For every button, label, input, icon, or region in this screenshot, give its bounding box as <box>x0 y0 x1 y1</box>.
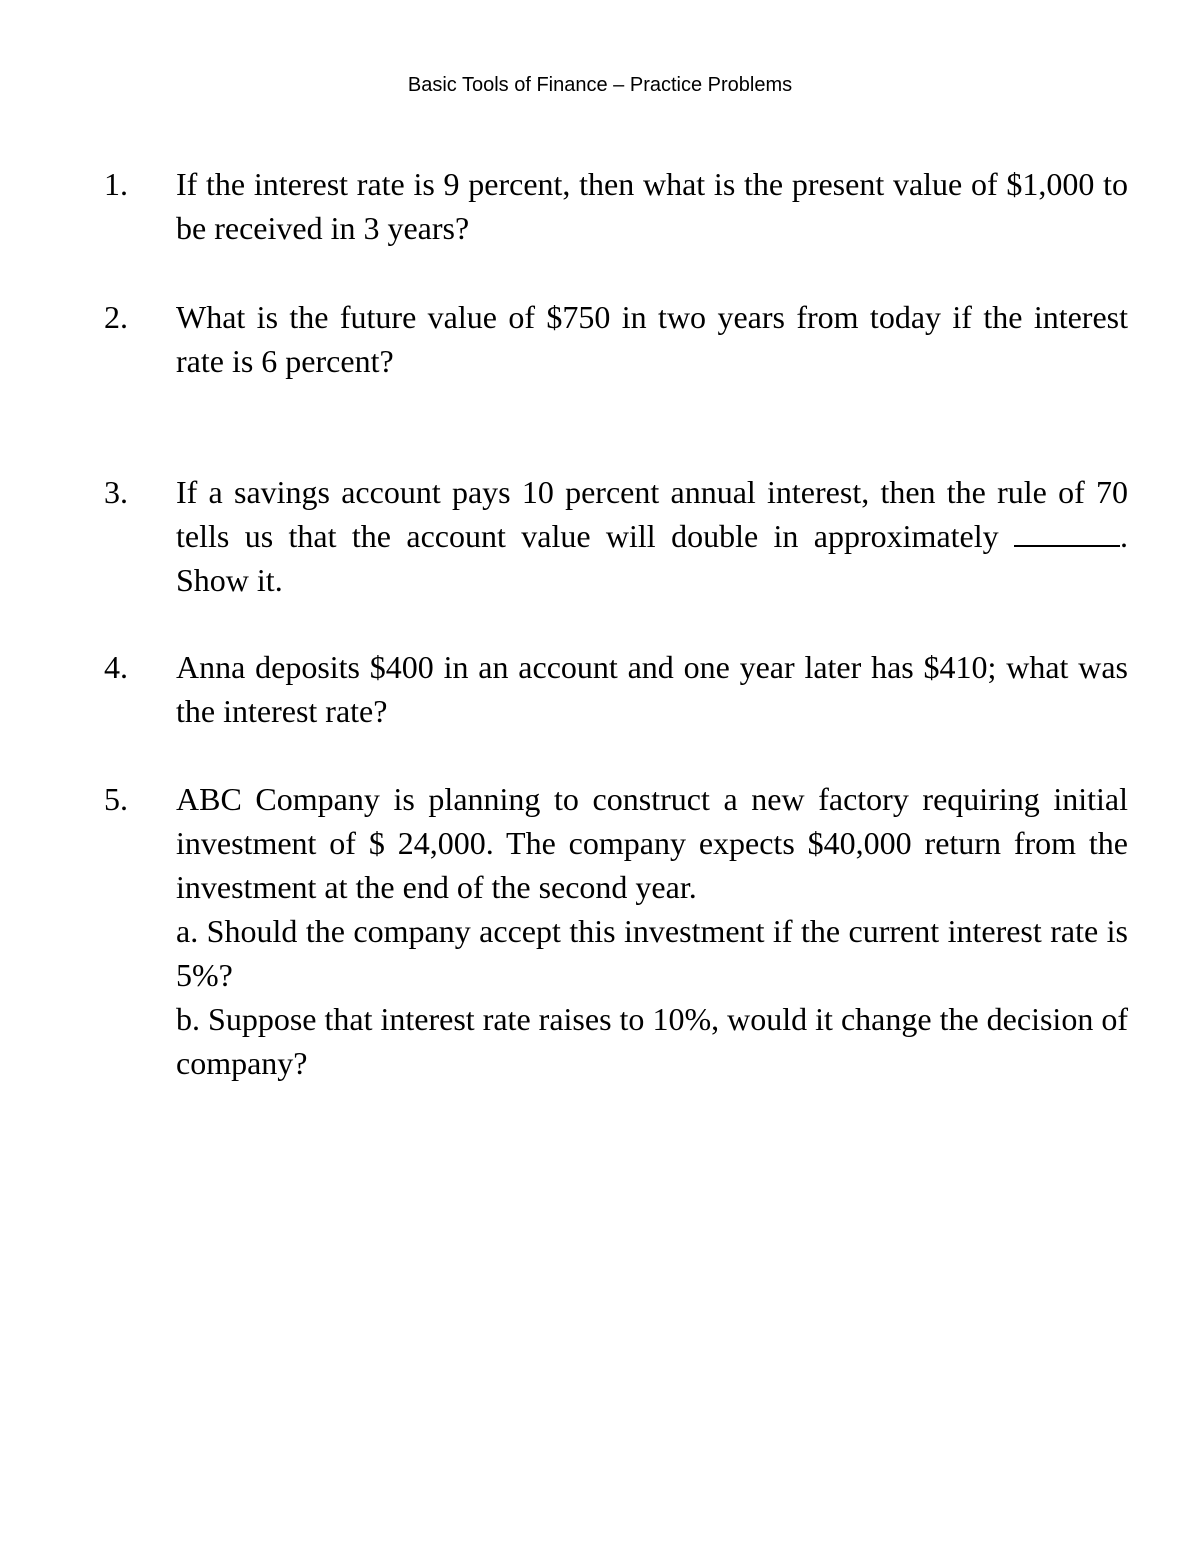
problem-text: If a savings account pays 10 percent annual interest, then the rule of 70 tells us that the account value will double in approximately <box>176 474 1128 554</box>
sub-question-a: a. Should the company accept this investment if the current interest rate is 5%? <box>176 913 1128 993</box>
problem-text: ABC Company is planning to construct a new factory requiring initial investment of $ 24,000. The company expects $40,000 return from the investment at the end of the second year. <box>176 781 1128 905</box>
problem-3 <box>104 470 1128 602</box>
problem-text-suffix: . Show it. <box>176 518 1128 598</box>
problem-number: 1. <box>104 166 128 202</box>
problem-number: 3. <box>104 474 128 510</box>
problem-number: 5. <box>104 781 128 817</box>
sub-question-b: b. Suppose that interest rate raises to 10%, would it change the decision of company? <box>176 1001 1128 1081</box>
problem-5 <box>104 777 1128 1085</box>
problem-text-wrapper <box>176 470 1128 602</box>
problem-text: Anna deposits $400 in an account and one year later has $410; what was the interest rate? <box>176 649 1128 729</box>
problem-text: If the interest rate is 9 percent, then what is the present value of $1,000 to be received in 3 years? <box>176 166 1128 246</box>
problem-2 <box>104 295 1128 383</box>
problem-1 <box>104 162 1128 250</box>
problem-text: What is the future value of $750 in two years from today if the interest rate is 6 percent? <box>176 299 1128 379</box>
page-title: Basic Tools of Finance – Practice Problems <box>407 74 793 96</box>
problem-number: 4. <box>104 649 128 685</box>
problem-4 <box>104 645 1128 733</box>
problem-number: 2. <box>104 299 128 335</box>
answer-blank <box>1014 517 1120 547</box>
